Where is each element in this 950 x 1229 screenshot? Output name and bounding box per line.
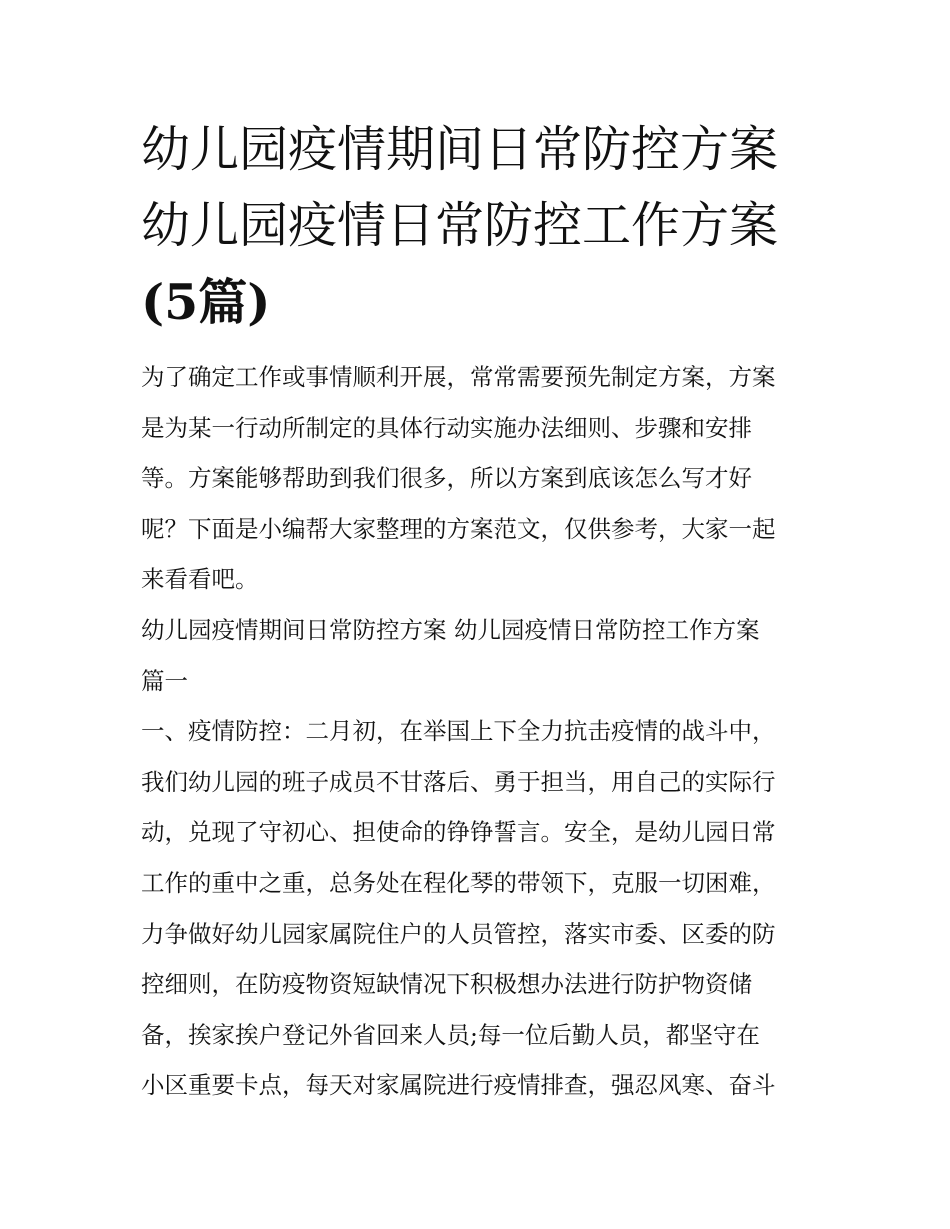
section-heading bbox=[141, 605, 813, 706]
document-content bbox=[141, 112, 813, 1111]
text-line: 动，兑现了守初心、担使命的铮铮誓言。安全，是幼儿园日常 bbox=[141, 818, 776, 847]
section-paragraph bbox=[141, 706, 813, 1111]
intro-paragraph bbox=[141, 352, 813, 605]
text-line: 篇一 bbox=[141, 666, 188, 695]
text-line: 等。方案能够帮助到我们很多，所以方案到底该怎么写才好 bbox=[141, 464, 752, 493]
text-line: 我们幼儿园的班子成员不甘落后、勇于担当，用自己的实际行 bbox=[141, 767, 776, 796]
title-line: 幼儿园疫情期间日常防控方案 bbox=[141, 121, 779, 178]
text-line: 控细则，在防疫物资短缺情况下积极想办法进行防护物资储 bbox=[141, 970, 752, 999]
text-line: 幼儿园疫情期间日常防控方案 幼儿园疫情日常防控工作方案 bbox=[141, 615, 760, 644]
document-body bbox=[141, 352, 813, 1111]
text-line: 是为某一行动所制定的具体行动实施办法细则、步骤和安排 bbox=[141, 413, 752, 442]
text-line: 备，挨家挨户登记外省回来人员;每一位后勤人员，都坚守在 bbox=[141, 1020, 760, 1049]
text-line: 为了确定工作或事情顺利开展，常常需要预先制定方案，方案 bbox=[141, 363, 776, 391]
title-line: (5篇) bbox=[141, 273, 271, 331]
text-line: 工作的重中之重，总务处在程化琴的带领下，克服一切困难， bbox=[141, 868, 776, 897]
text-line: 一、疫情防控：二月初，在举国上下全力抗击疫情的战斗中， bbox=[141, 717, 776, 746]
document-title bbox=[141, 112, 813, 340]
text-line: 小区重要卡点，每天对家属院进行疫情排查，强忍风寒、奋斗 bbox=[141, 1071, 776, 1100]
text-line: 呢？下面是小编帮大家整理的方案范文，仅供参考，大家一起 bbox=[141, 514, 776, 543]
text-line: 来看看吧。 bbox=[141, 565, 259, 594]
text-line: 力争做好幼儿园家属院住户的人员管控，落实市委、区委的防 bbox=[141, 919, 776, 948]
title-line: 幼儿园疫情日常防控工作方案 bbox=[141, 197, 779, 254]
